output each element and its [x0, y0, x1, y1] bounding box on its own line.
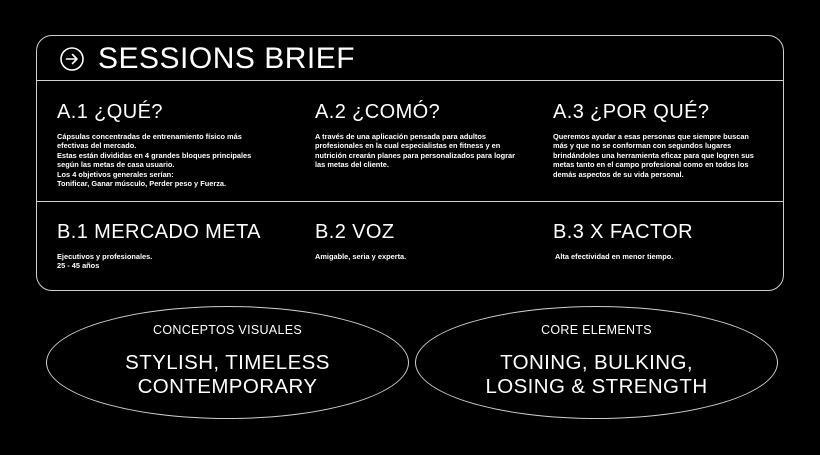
- section-divider: [37, 201, 783, 202]
- section-a1-que: [57, 100, 257, 188]
- section-title: A.2 ¿COMÓ?: [315, 101, 441, 123]
- section-body: Alta efectividad en menor tiempo.: [555, 252, 674, 261]
- core-elements-ellipse: [415, 306, 778, 419]
- section-body: Cápsulas concentradas de entrenamiento físico más efectivas del mercado. Estas están divididas en 4 grandes bloques principales según las metas de casa usuario. Los 4 objetivos generales serían: Tonificar, Ganar músculo, Perder peso y Fuerza.: [57, 132, 252, 189]
- ellipse-label: CORE ELEMENTS: [541, 323, 652, 337]
- section-title: A.1 ¿QUÉ?: [57, 101, 163, 123]
- section-body: Ejecutivos y profesionales. 25 - 45 años: [57, 252, 153, 271]
- section-title: B.2 VOZ: [315, 221, 395, 243]
- section-body: Queremos ayudar a esas personas que siempre buscan más y que no se conforman con segundos lugares brindándoles una herramienta eficaz para que logren sus metas tanto en el campo profesional como en todos los demás aspectos de su vida personal.: [553, 132, 754, 179]
- section-title: B.3 X FACTOR: [553, 221, 694, 243]
- page-title: SESSIONS BRIEF: [98, 42, 356, 75]
- conceptos-visuales-ellipse: [46, 306, 409, 419]
- sessions-brief-card: [36, 35, 784, 291]
- section-title: B.1 MERCADO META: [57, 221, 261, 243]
- section-a3-por-que: [553, 100, 768, 179]
- section-b3-x-factor: [553, 220, 753, 261]
- arrow-right-circle-icon[interactable]: [60, 47, 84, 71]
- card-header: [37, 36, 783, 81]
- ellipse-text: STYLISH, TIMELESS CONTEMPORARY: [125, 351, 330, 398]
- section-body: Amigable, seria y experta.: [315, 252, 407, 261]
- section-body: A través de una aplicación pensada para adultos profesionales en la cual especialistas en fitness y en nutrición crearán planes para personalizados para lograr las metas del cliente.: [315, 132, 516, 170]
- section-b1-mercado-meta: [57, 220, 297, 271]
- section-title: A.3 ¿POR QUÉ?: [553, 101, 710, 123]
- ellipse-label: CONCEPTOS VISUALES: [153, 323, 302, 337]
- section-b2-voz: [315, 220, 515, 261]
- ellipse-text: TONING, BULKING, LOSING & STRENGTH: [485, 351, 708, 398]
- section-a2-como: [315, 100, 520, 170]
